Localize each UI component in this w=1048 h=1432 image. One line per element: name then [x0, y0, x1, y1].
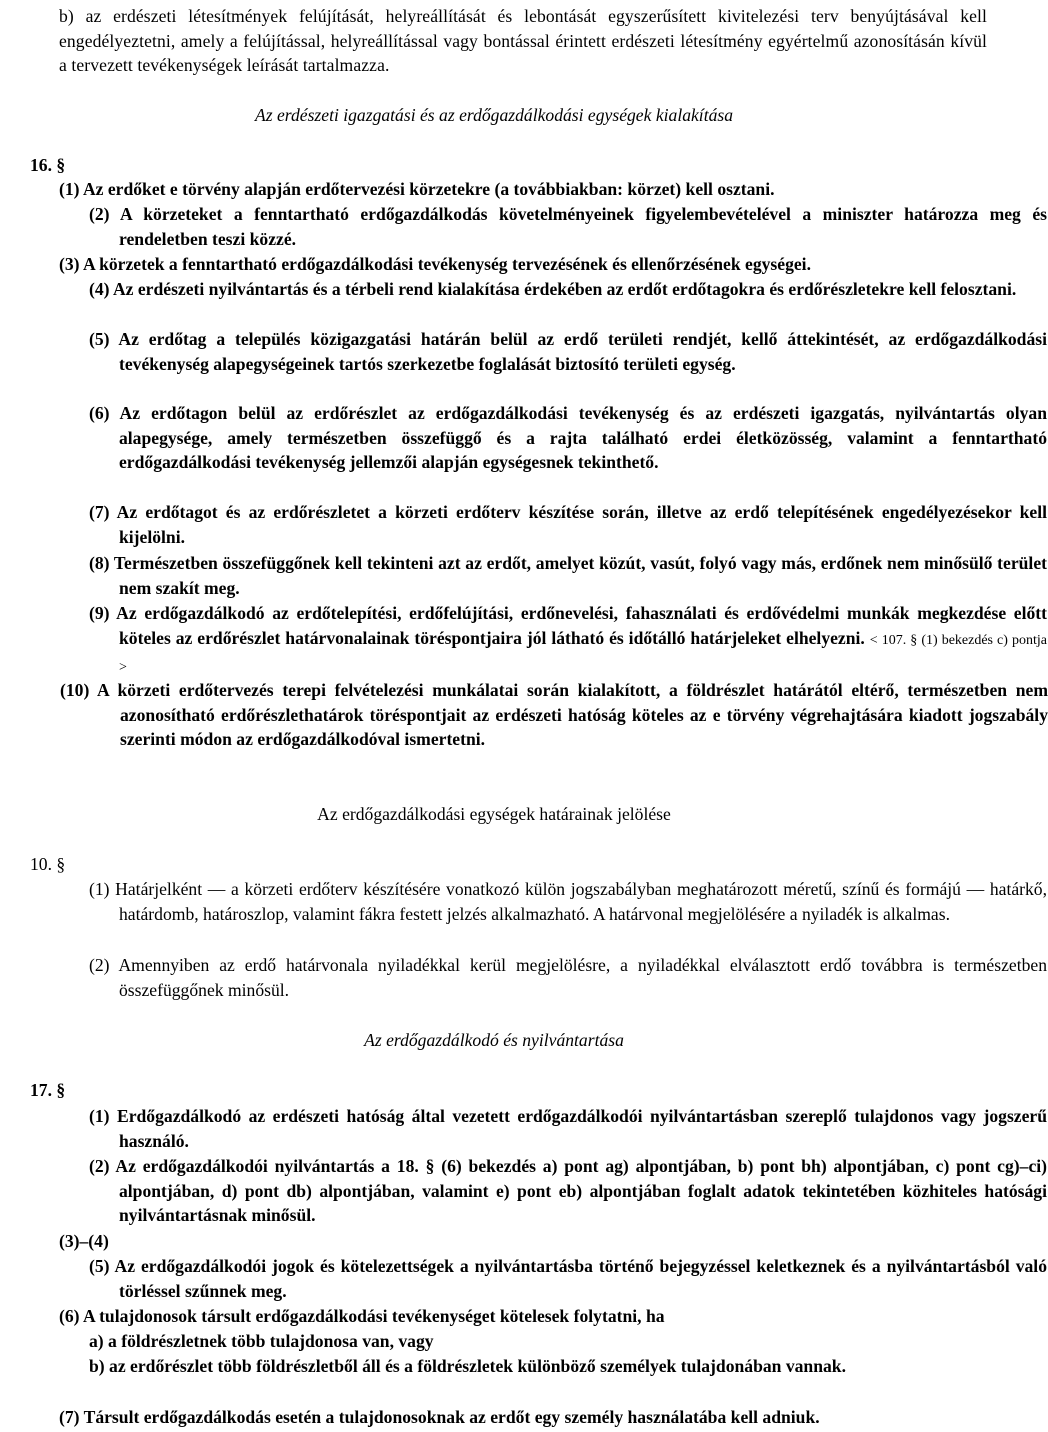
section-16-para-6: (6) Az erdőtagon belül az erdőrészlet az erdőgazdálkodási tevékenység és az erdészeti igazgatás, nyilvántartás olyan alapegysége, amely természetben összefüggő és a rajta található erdei életközösség, valamint a fenntartható erdőgazdálkodási tevékenység jellemzői alapján egységesnek tekinthető.	[89, 403, 1047, 473]
section-16-para-9	[30, 601, 1047, 681]
section-17-para-5: (5) Az erdőgazdálkodói jogok és kötelezettségek a nyilvántartásba történő bejegyzéssel keletkeznek és a nyilvántartásból való törléssel szűnnek meg.	[89, 1256, 1047, 1301]
section-17-para-7: (7) Társult erdőgazdálkodás esetén a tulajdonosoknak az erdőt egy személy használatába kell adniuk.	[59, 1407, 820, 1427]
amendment-note: < 107. § (1) bekezdés c) pontja >	[119, 632, 1047, 676]
section-heading-boundaries: Az erdőgazdálkodási egységek határainak jelölése	[317, 804, 671, 824]
section-16-number: 16. §	[30, 155, 66, 175]
section-17-para-3-4: (3)–(4)	[59, 1231, 109, 1251]
section-16-para-4: (4) Az erdészeti nyilvántartás és a térbeli rend kialakítása érdekében az erdőt erdőtagokra és erdőrészletekre kell felosztani.	[89, 279, 1017, 299]
section-16-para-8: (8) Természetben összefüggőnek kell tekinteni azt az erdőt, amelyet közút, vasút, folyó vagy más, erdőnek nem minősülő terület nem szakít meg.	[89, 553, 1047, 598]
section-16-para-2: (2) A körzeteket a fenntartható erdőgazdálkodás követelményeinek figyelembevételével a miniszter határozza meg és rendeletben teszi közzé.	[89, 204, 1047, 249]
section-heading-units: Az erdészeti igazgatási és az erdőgazdálkodási egységek kialakítása	[254, 105, 734, 125]
section-10-number: 10. §	[30, 854, 66, 874]
section-17-number: 17. §	[30, 1080, 66, 1100]
section-10-para-2: (2) Amennyiben az erdő határvonala nyiladékkal kerül megjelölésre, a nyiladékkal elválasztott erdő továbbra is természetben összefüggőnek minősül.	[89, 955, 1047, 1000]
section-17-para-6: (6) A tulajdonosok társult erdőgazdálkodási tevékenységet kötelesek folytatni, ha	[59, 1306, 665, 1326]
section-16-para-9-text: (9) Az erdőgazdálkodó az erdőtelepítési, erdőfelújítási, erdőnevelési, fahasználati és erdővédelmi munkák megkezdése előtt köteles az erdőrészlet határvonalainak töréspontjaira jól látható és időtálló határjeleket elhelyezni.	[89, 603, 1047, 648]
section-16-para-3: (3) A körzetek a fenntartható erdőgazdálkodási tevékenység tervezésének és ellenőrzésének egységei.	[59, 254, 811, 274]
section-17-para-6b: b) az erdőrészlet több földrészletből áll és a földrészletek különböző személyek tulajdonában vannak.	[89, 1356, 846, 1376]
section-heading-manager: Az erdőgazdálkodó és nyilvántartása	[364, 1030, 624, 1050]
section-17-para-2: (2) Az erdőgazdálkodói nyilvántartás a 18. § (6) bekezdés a) pont ag) alpontjában, b) pont bh) alpontjában, c) pont cg)–ci) alpontjában, d) pont db) alpontjában, valamint e) pont eb) alpontjában foglalt adatok tekintetében közhiteles hatósági nyilvántartásnak minősül.	[89, 1156, 1047, 1226]
section-10-para-1: (1) Határjelként — a körzeti erdőterv készítésére vonatkozó külön jogszabályban meghatározott méretű, színű és formájú — határkő, határdomb, határoszlop, valamint fákra festett jelzés alkalmazható. A határvonal megjelölésére a nyiladék is alkalmas.	[89, 879, 1047, 924]
section-16-para-1: (1) Az erdőket e törvény alapján erdőtervezési körzetekre (a továbbiakban: körzet) kell osztani.	[59, 179, 775, 199]
section-16-para-7: (7) Az erdőtagot és az erdőrészletet a körzeti erdőterv készítése során, illetve az erdő telepítésének engedélyezésekor kell kijelölni.	[89, 502, 1047, 547]
section-17-para-6a: a) a földrészletnek több tulajdonosa van, vagy	[89, 1331, 434, 1351]
section-16-para-10: (10) A körzeti erdőtervezés terepi felvételezési munkálatai során kialakított, a földrészlet határától eltérő, természetben nem azonosítható erdőrészlethatárok töréspontjait az erdészeti hatóság köteles az e törvény végrehajtására kiadott jogszabály szerinti módon az erdőgazdálkodóval ismertetni.	[60, 680, 1048, 750]
section-17-para-1: (1) Erdőgazdálkodó az erdészeti hatóság által vezetett erdőgazdálkodói nyilvántartásban szereplő tulajdonos vagy jogszerű használó.	[89, 1106, 1047, 1151]
paragraph-b: b) az erdészeti létesítmények felújítását, helyreállítását és lebontását egyszerűsített kivitelezési terv benyújtásával kell engedélyeztetni, amely a felújítással, helyreállítással vagy bontással érintett erdészeti létesítmény egyértelmű azonosításán kívül a tervezett tevékenységek leírását tartalmazza.	[59, 6, 987, 76]
section-16-para-5: (5) Az erdőtag a település közigazgatási határán belül az erdő területi rendjét, kellő áttekintését, az erdőgazdálkodási tevékenység alapegységeinek tartós szerkezetbe foglalását biztosító területi egység.	[89, 329, 1047, 374]
